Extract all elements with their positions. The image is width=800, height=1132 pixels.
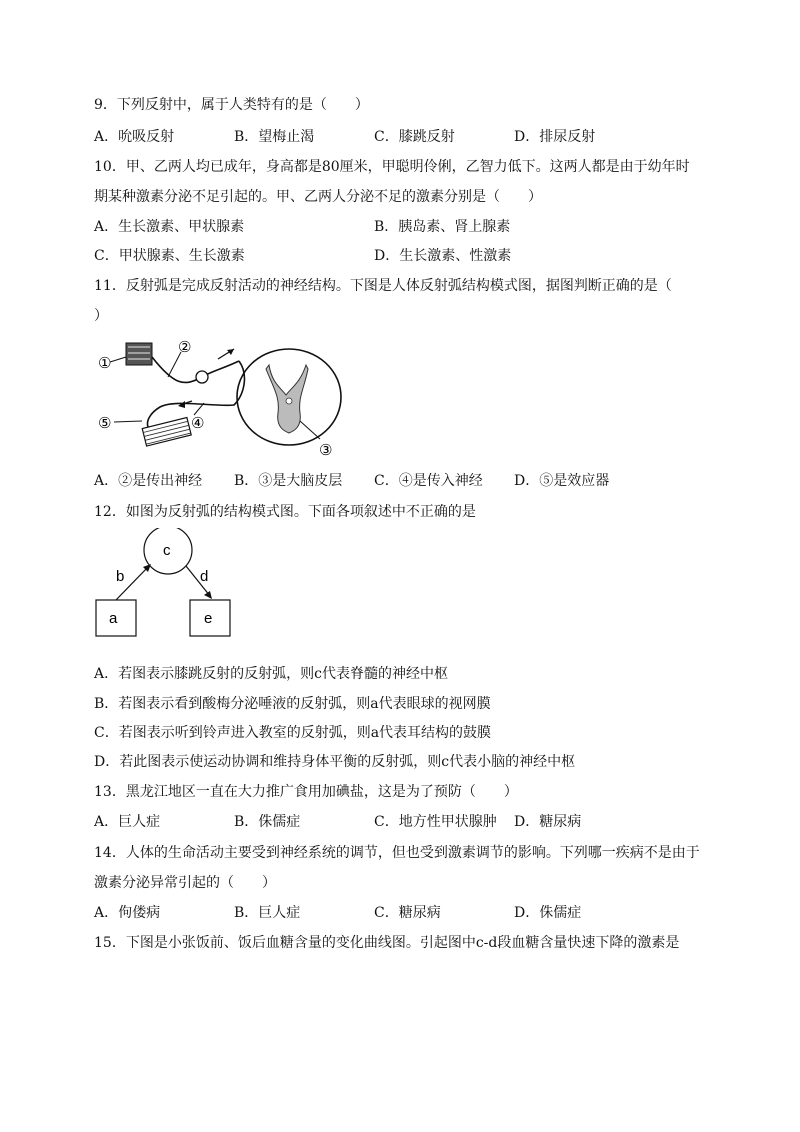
question-11-stem-line1: 11．反射弧是完成反射活动的神经结构。下图是人体反射弧结构模式图，据图判断正确的是（ xyxy=(94,278,672,294)
label-e: e xyxy=(204,610,213,627)
q12-option-b: B．若图表示看到酸梅分泌唾液的反射弧，则a代表眼球的视网膜 xyxy=(94,696,491,712)
label-c: c xyxy=(163,542,171,559)
q9-option-a: A．吮吸反射 xyxy=(94,129,175,145)
q10-option-c: C．甲状腺素、生长激素 xyxy=(94,248,245,264)
q13-option-d: D．糖尿病 xyxy=(514,814,582,830)
q14-option-d: D．侏儒症 xyxy=(514,905,582,921)
label-a: a xyxy=(109,610,118,627)
label-3: ③ xyxy=(319,442,333,459)
q11-option-b: B．③是大脑皮层 xyxy=(234,473,343,489)
q13-option-b: B．侏儒症 xyxy=(234,814,301,830)
q9-option-c: C．膝跳反射 xyxy=(374,129,455,145)
ganglion-shape xyxy=(196,371,208,383)
q14-option-b: B．巨人症 xyxy=(234,905,301,921)
question-14-stem-line1: 14．人体的生命活动主要受到神经系统的调节，但也受到激素调节的影响。下列哪一疾病不是由于 xyxy=(94,845,700,861)
reflex-arc-schematic xyxy=(94,528,244,640)
q10-option-a: A．生长激素、甲状腺素 xyxy=(94,219,245,235)
q12-option-a: A．若图表示膝跳反射的反射弧，则c代表脊髓的神经中枢 xyxy=(94,666,448,682)
q9-option-d: D．排尿反射 xyxy=(514,129,596,145)
question-15-stem: 15．下图是小张饭前、饭后血糖含量的变化曲线图。引起图中c-d段血糖含量快速下降的激素是 xyxy=(94,935,680,951)
q12-option-d: D．若此图表示使运动协调和维持身体平衡的反射弧，则c代表小脑的神经中枢 xyxy=(94,754,576,770)
label-1: ① xyxy=(98,355,112,372)
q14-option-c: C．糖尿病 xyxy=(374,905,441,921)
q11-option-a: A．②是传出神经 xyxy=(94,473,203,489)
q10-option-d: D．生长激素、性激素 xyxy=(374,248,512,264)
label-d: d xyxy=(200,568,209,585)
label-2: ② xyxy=(178,339,192,356)
q13-option-a: A．巨人症 xyxy=(94,814,161,830)
q10-option-b: B．胰岛素、肾上腺素 xyxy=(374,219,511,235)
q9-option-b: B．望梅止渴 xyxy=(234,129,315,145)
q11-option-c: C．④是传入神经 xyxy=(374,473,483,489)
question-11-stem-line2: ） xyxy=(94,308,108,324)
question-10-stem-line2: 期某种激素分泌不足引起的。甲、乙两人分泌不足的激素分别是（ ） xyxy=(94,189,542,205)
reflex-arc-diagram xyxy=(94,335,344,463)
question-9-stem: 9．下列反射中，属于人类特有的是（ ） xyxy=(94,97,369,113)
q14-option-a: A．佝偻病 xyxy=(94,905,161,921)
effector-shape xyxy=(142,417,191,446)
arrow-d-icon xyxy=(204,591,212,599)
arrow-left-icon xyxy=(178,401,185,408)
question-12-stem: 12．如图为反射弧的结构模式图。下面各项叙述中不正确的是 xyxy=(94,504,476,520)
q13-option-c: C．地方性甲状腺肿 xyxy=(374,814,497,830)
question-10-stem-line1: 10．甲、乙两人均已成年，身高都是80厘米，甲聪明伶俐，乙智力低下。这两人都是由于幼年时 xyxy=(94,159,690,175)
label-4: ④ xyxy=(191,415,205,432)
question-14-stem-line2: 激素分泌异常引起的（ ） xyxy=(94,875,276,891)
question-13-stem: 13．黑龙江地区一直在大力推广食用加碘盐，这是为了预防（ ） xyxy=(94,784,518,800)
q12-option-c: C．若图表示听到铃声进入教室的反射弧，则a代表耳结构的鼓膜 xyxy=(94,725,492,741)
label-b: b xyxy=(116,568,125,585)
label-5: ⑤ xyxy=(98,415,112,432)
q11-option-d: D．⑤是效应器 xyxy=(514,473,610,489)
receptor-shape xyxy=(126,343,152,365)
